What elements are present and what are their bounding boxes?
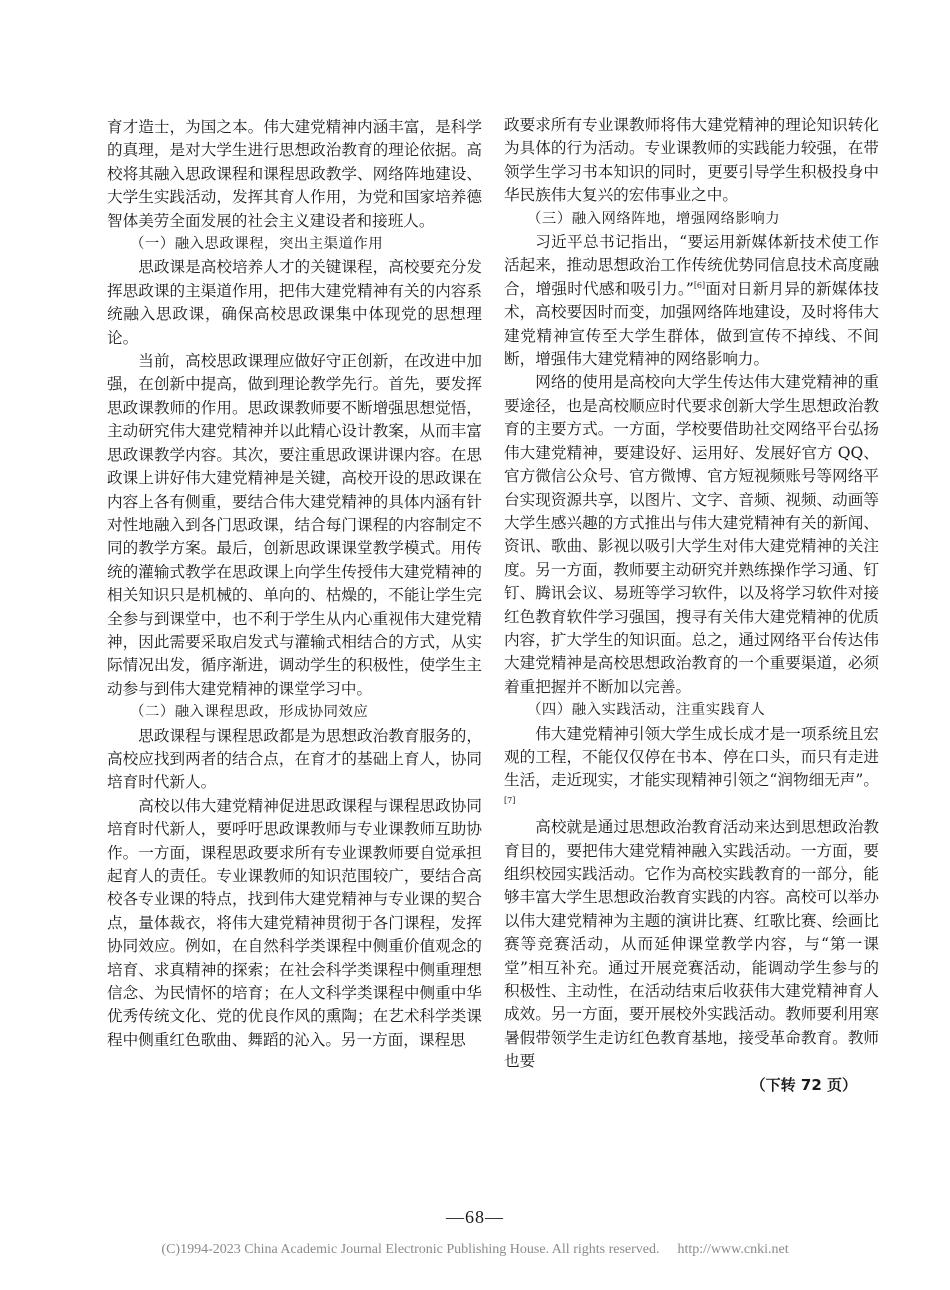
paragraph: 当前，高校思政课理应做好守正创新，在改进中加强，在创新中提高，做到理论教学先行。首先，要发挥思政课教师的作用。思政课教师要不断增强思想觉悟，主动研究伟大建党精神并以此精心设计教案，从而丰富思政课教学内容。其次，要注重思政课讲课内容。在思政课上讲好伟大建党精神是关键，高校开设的思政课在内容上各有侧重，要结合伟大建党精神的具体内涵有针对性地融入到各门思政课，结合每门课程的内容制定不同的教学方案。最后，创新思政课课堂教学模式。用传统的灌输式教学在思政课上向学生传授伟大建党精神的相关知识只是机械的、单向的、枯燥的，不能让学生完全参与到课堂中，也不利于学生从内心重视伟大建党精神，因此需要采取启发式与灌输式相结合的方式，从实际情况出发，循序渐进，调动学生的积极性，使学生主动参与到伟大建党精神的课堂学习中。 [107, 352, 482, 698]
paragraph: 网络的使用是高校向大学生传达伟大建党精神的重要途径，也是高校顺应时代要求创新大学生思想政治教育的主要方式。一方面，学校要借助社交网络平台弘扬伟大建党精神，要建设好、运用好、发展好官方 QQ、官方微信公众号、官方微博、官方短视频账号等网络平台实现资源共享，以图片、文字、音频、视频、动画等大学生感兴趣的方式推出与伟大建党精神有关的新闻、资讯、歌曲、影视以吸引大学生对伟大建党精神的关注度。另一方面，教师要主动研究并熟练操作学习通、钉钉、腾讯会议、易班等学习软件，以及将学习软件对接红色教育软件学习强国，搜寻有关伟大建党精神的优质内容，扩大学生的知识面。总之，通过网络平台传达伟大建党精神是高校思想政治教育的一个重要渠道，必须着重把握并不断加以完善。 [504, 373, 879, 696]
section-heading-4: （四）融入实践活动，注重实践育人 [527, 702, 766, 719]
paragraph: 思政课程与课程思政都是为思想政治教育服务的，高校应找到两者的结合点，在育才的基础上育人，协同培育时代新人。 [107, 726, 482, 792]
paragraph-text: 习近平总书记指出，“要运用新媒体新技术使工作活起来，推动思想政治工作传统优势同信息技术高度融合，增强时代感和吸引力。” [504, 233, 879, 298]
paragraph: 高校就是通过思想政治教育活动来达到思想政治教育目的，要把伟大建党精神融入实践活动。一方面，要组织校园实践活动。它作为高校实践教育的一部分，能够丰富大学生思想政治教育实践的内容。高校可以举办以伟大建党精神为主题的演讲比赛、红歌比赛、绘画比赛等竞赛活动，从而延伸课堂教学内容，与“第一课堂”相互补充。通过开展竞赛活动，能调动学生参与的积极性、主动性，在活动结束后收获伟大建党精神育人成效。另一方面，要开展校外实践活动。教师要利用寒暑假带领学生走访红色教育基地，接受革命教育。教师也要 [504, 818, 879, 1071]
section-heading-1: （一）融入思政课程，突出主渠道作用 [130, 236, 384, 253]
paragraph-text: 伟大建党精神引领大学生成长成才是一项系统且宏观的工程，不能仅仅停在书本、停在口头，而只有走进生活，走近现实，才能实现精神引领之“润物细无声”。 [504, 724, 879, 790]
paragraph [504, 723, 879, 817]
page-number: —68— [446, 1207, 504, 1227]
copyright-footer [0, 1242, 950, 1258]
section-heading-2: （二）融入课程思政，形成协同效应 [130, 704, 369, 721]
paragraph: 思政课是高校培养人才的关键课程，高校要充分发挥思政课的主渠道作用，把伟大建党精神有关的内容系统融入思政课，确保高校思政课集中体现党的思想理论。 [107, 258, 482, 347]
section-heading-3: （三）融入网络阵地，增强网络影响力 [527, 210, 781, 227]
footer-url: http://www.cnki.net [677, 1242, 789, 1257]
right-column [504, 114, 879, 1097]
citation-ref: [6] [693, 280, 706, 290]
paragraph: 育才造士，为国之本。伟大建党精神内涵丰富，是科学的真理，是对大学生进行思想政治教育的理论依据。高校将其融入思政课程和课程思政教学、网络阵地建设、大学生实践活动，发挥其育人作用，为党和国家培养德智体美劳全面发展的社会主义建设者和接班人。 [107, 118, 482, 230]
continued-note: （下转 72 页） [750, 1075, 857, 1094]
copyright-text: (C)1994-2023 China Academic Journal Electronic Publishing House. All rights reserved. [161, 1242, 660, 1257]
left-column [107, 116, 482, 1052]
paragraph: 高校以伟大建党精神促进思政课程与课程思政协同培育时代新人，要呼吁思政课教师与专业课教师互助协作。一方面，课程思政要求所有专业课教师要自觉承担起育人的责任。专业课教师的知识范围较广，要结合高校各专业课的特点，找到伟大建党精神与专业课的契合点，量体裁衣，将伟大建党精神贯彻于各门课程，发挥协同效应。例如，在自然科学类课程中侧重价值观念的培育、求真精神的探索；在社会科学类课程中侧重理想信念、为民情怀的培育；在人文科学类课程中侧重中华优秀传统文化、党的优良作风的熏陶；在艺术科学类课程中侧重红色歌曲、舞蹈的沁入。另一方面，课程思 [107, 796, 482, 1049]
paragraph-text: 面对日新月异的新媒体技术，高校要因时而变，加强网络阵地建设，及时将伟大建党精神宣传至大学生群体，做到宣传不掉线、不间断，增强伟大建党精神的网络影响力。 [504, 279, 879, 369]
paragraph: 政要求所有专业课教师将伟大建党精神的理论知识转化为具体的行为活动。专业课教师的实践能力较强，在带领学生学习书本知识的同时，更要引导学生积极投身中华民族伟大复兴的宏伟事业之中。 [504, 116, 879, 205]
paragraph [504, 231, 879, 371]
citation-ref: [7] [504, 795, 516, 805]
